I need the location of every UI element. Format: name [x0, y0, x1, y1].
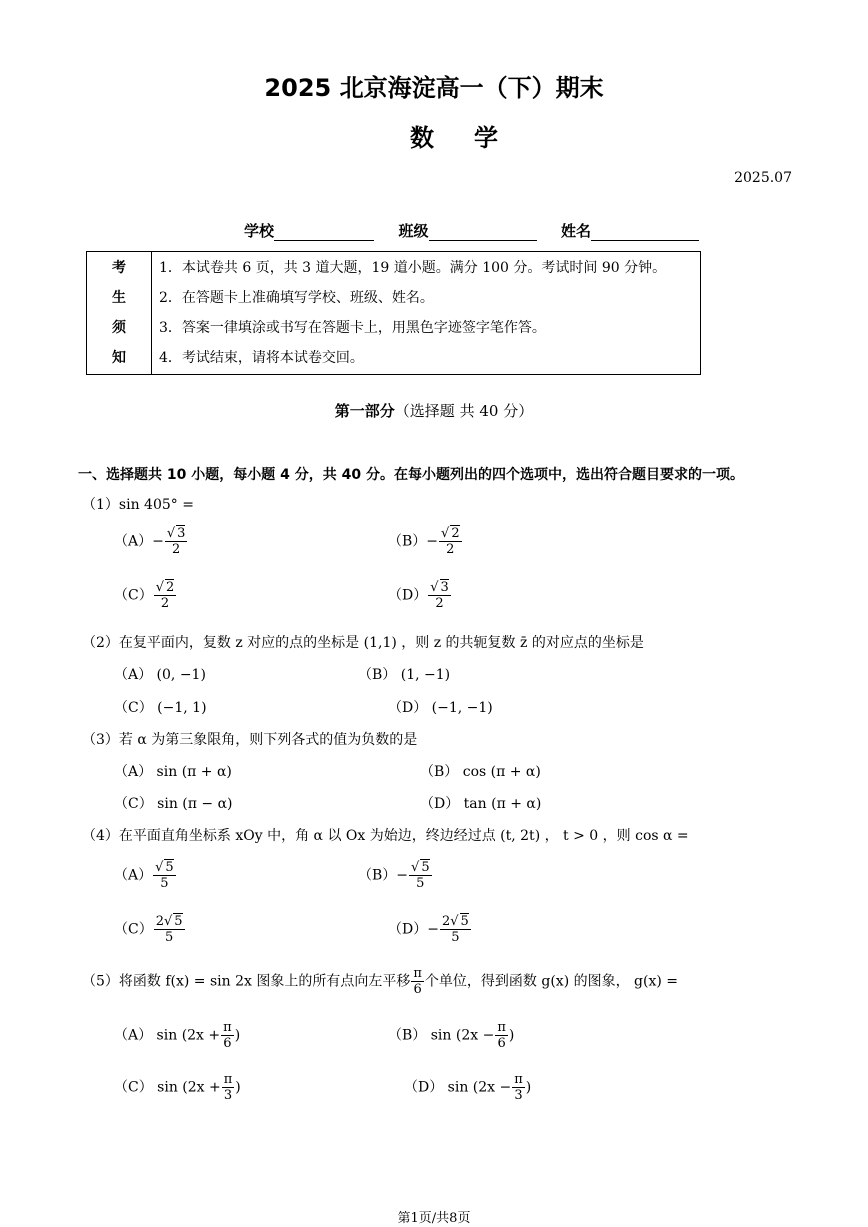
notice-label-char: 考 — [112, 260, 126, 276]
radicand: 5 — [460, 914, 469, 929]
school-label: 学校 — [244, 222, 275, 240]
denominator: 6 — [413, 982, 422, 997]
question-1-option-b[interactable] — [388, 526, 463, 557]
question-3-option-a[interactable]: （A） sin (π + α) — [114, 764, 232, 780]
denominator: 6 — [223, 1036, 232, 1051]
denominator: 2 — [160, 596, 170, 611]
denominator: 2 — [435, 596, 444, 611]
denominator: 3 — [223, 1088, 233, 1103]
exam-date: 2025.07 — [734, 170, 792, 186]
fraction: $\frac{2√ 5}{5}$ — [155, 914, 183, 945]
coefficient: 2 — [441, 914, 451, 929]
notice-item: 4．考试结束，请将本试卷交回。 — [159, 350, 364, 366]
question-1-stem: （1）sin 405° = — [82, 497, 194, 513]
question-1-option-d[interactable] — [388, 580, 452, 611]
name-label: 姓名 — [560, 222, 591, 240]
option-label: （D） — [388, 921, 428, 938]
question-5-option-a[interactable] — [114, 1020, 240, 1051]
stem-text: 个单位，得到函数 g(x) 的图象， g(x) = — [424, 973, 679, 990]
option-text: （B） sin (2x − — [388, 1027, 495, 1044]
radicand: 5 — [165, 860, 174, 875]
fraction — [512, 1072, 525, 1103]
minus-sign: − — [152, 533, 164, 550]
notice-label-char: 生 — [112, 290, 126, 306]
denominator: 5 — [160, 876, 169, 891]
radicand: 5 — [174, 914, 183, 929]
option-label: （D） — [388, 587, 428, 604]
option-text: （D） sin (2x − — [404, 1079, 512, 1096]
question-2-option-a[interactable]: （A） (0, −1) — [114, 667, 206, 683]
question-3-stem: （3）若 α 为第三象限角，则下列各式的值为负数的是 — [82, 732, 418, 748]
question-5-option-d[interactable] — [404, 1072, 531, 1103]
denominator: 5 — [451, 930, 460, 945]
fraction — [222, 1072, 235, 1103]
close-paren: ) — [508, 1027, 515, 1044]
question-2-option-c[interactable]: （C） (−1, 1) — [114, 700, 207, 716]
notice-item: 2．在答题卡上准确填写学校、班级、姓名。 — [159, 290, 434, 306]
fraction: $\frac{√ 3}{2}$ — [430, 580, 449, 611]
question-4-option-a[interactable] — [114, 860, 177, 891]
notice-label — [87, 252, 152, 375]
radicand: 3 — [440, 580, 449, 595]
fraction: $\frac{√ 2}{2}$ — [441, 526, 460, 557]
part-one-label: 第一部分 — [334, 402, 395, 420]
question-2-option-d[interactable]: （D） (−1, −1) — [388, 700, 493, 716]
numerator: π — [413, 966, 422, 981]
fraction — [221, 1020, 234, 1051]
notice-label-char: 须 — [112, 320, 126, 336]
name-blank[interactable] — [591, 226, 699, 241]
option-label: （C） — [114, 921, 153, 938]
question-4-option-c[interactable] — [114, 914, 186, 945]
option-label: （A） — [114, 867, 153, 884]
subject-title: 数学 — [410, 124, 538, 152]
notice-label-char: 知 — [112, 350, 126, 366]
class-blank[interactable] — [429, 226, 537, 241]
question-5-option-b[interactable] — [388, 1020, 514, 1051]
notice-items — [152, 252, 701, 375]
fraction — [495, 1020, 508, 1051]
exam-notice-table — [86, 251, 701, 375]
radicand: 2 — [451, 526, 460, 541]
coefficient: 2 — [155, 914, 164, 929]
class-label: 班级 — [398, 222, 429, 240]
option-label: （C） — [114, 587, 153, 604]
question-4-stem: （4）在平面直角坐标系 xOy 中，角 α 以 Ox 为始边，终边经过点 (t, 2t) ， t > 0 ，则 cos α = — [82, 828, 689, 844]
part-one-subtitle: （选择题 共 40 分） — [394, 402, 534, 420]
denominator: 3 — [514, 1088, 523, 1103]
question-4-option-b[interactable] — [358, 860, 433, 891]
minus-sign: − — [427, 921, 439, 938]
denominator: 2 — [446, 542, 455, 557]
question-3-option-c[interactable]: （C） sin (π − α) — [114, 796, 233, 812]
option-text: （C） sin (2x + — [114, 1079, 221, 1096]
question-2-stem: （2）在复平面内，复数 z 对应的点的坐标是 (1,1) ，则 z 的共轭复数 z̄ 的对应点的坐标是 — [82, 635, 644, 651]
section-one-instructions: 一、选择题共 10 小题，每小题 4 分，共 40 分。在每小题列出的四个选项中，选出符合题目要求的一项。 — [78, 467, 744, 483]
school-blank[interactable] — [274, 226, 374, 241]
notice-item: 3．答案一律填涂或书写在答题卡上，用黑色字迹签字笔作答。 — [159, 320, 546, 336]
close-paren: ) — [234, 1027, 241, 1044]
numerator: π — [514, 1072, 523, 1087]
numerator: π — [223, 1020, 232, 1035]
denominator: 5 — [416, 876, 425, 891]
option-label: （A） — [114, 533, 153, 550]
fraction: $\frac{√ 5}{5}$ — [155, 860, 174, 891]
stem-text: （5）将函数 f(x) = sin 2x 图象上的所有点向左平移 — [82, 973, 411, 990]
minus-sign: − — [396, 867, 409, 884]
question-1-option-a[interactable] — [114, 526, 188, 557]
denominator: 5 — [165, 930, 174, 945]
question-5-option-c[interactable] — [114, 1072, 241, 1103]
numerator: π — [497, 1020, 506, 1035]
question-5-stem — [82, 966, 678, 997]
fraction — [411, 966, 424, 997]
close-paren: ) — [235, 1079, 241, 1096]
part-one-title — [0, 400, 868, 421]
option-label: （B） — [388, 533, 427, 550]
numerator: π — [223, 1072, 233, 1087]
question-2-option-b[interactable]: （B） (1, −1) — [358, 667, 451, 683]
option-label: （B） — [358, 867, 397, 884]
question-3-option-d[interactable]: （D） tan (π + α) — [420, 796, 542, 812]
minus-sign: − — [426, 533, 439, 550]
fraction: $\frac{√ 2}{2}$ — [155, 580, 175, 611]
radicand: 2 — [166, 580, 175, 595]
exam-title: 2025 北京海淀高一（下）期末 — [264, 74, 604, 102]
fraction: $\frac{2√ 5}{5}$ — [441, 914, 469, 945]
question-1-option-c[interactable] — [114, 580, 177, 611]
option-text: （A） sin (2x + — [114, 1027, 221, 1044]
denominator: 6 — [497, 1036, 506, 1051]
student-info-line — [244, 220, 699, 241]
notice-item: 1．本试卷共 6 页，共 3 道大题，19 道小题。满分 100 分。考试时间 90 分钟。 — [159, 260, 667, 276]
fraction: $\frac{√ 3}{2}$ — [166, 526, 186, 557]
radicand: 5 — [421, 860, 430, 875]
fraction: $\frac{√ 5}{5}$ — [411, 860, 430, 891]
close-paren: ) — [525, 1079, 532, 1096]
page-footer: 第1页/共8页 — [397, 1211, 471, 1226]
question-4-option-d[interactable] — [388, 914, 472, 945]
question-3-option-b[interactable]: （B） cos (π + α) — [420, 764, 541, 780]
denominator: 2 — [172, 542, 181, 557]
radicand: 3 — [177, 526, 186, 541]
